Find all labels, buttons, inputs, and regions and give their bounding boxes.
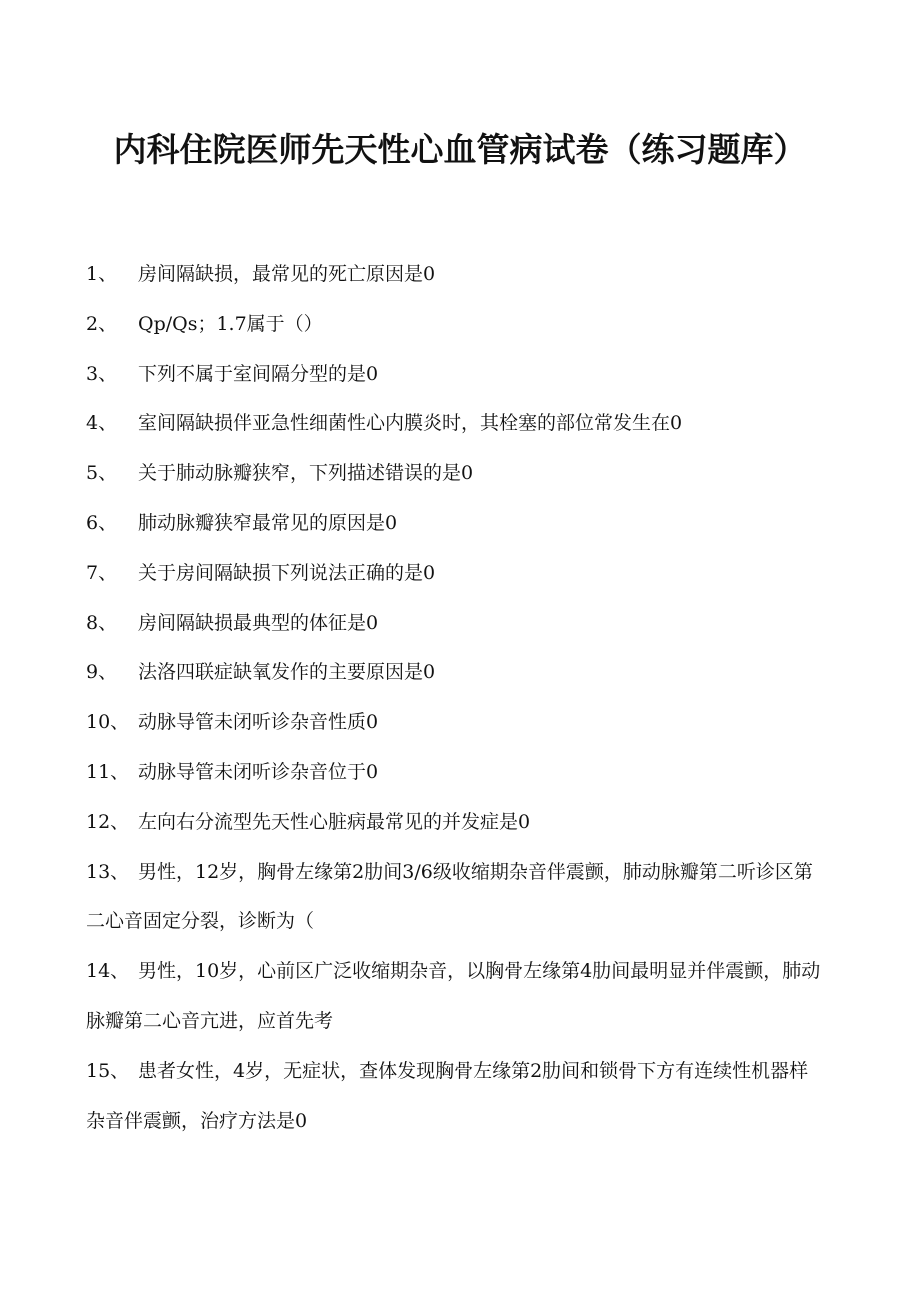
question-number: 7、 bbox=[86, 561, 118, 584]
question-number: 12、 bbox=[86, 810, 130, 833]
question-text: 关于肺动脉瓣狭窄，下列描述错误的是0 bbox=[138, 462, 474, 485]
question-item bbox=[86, 648, 826, 698]
question-text: 房间隔缺损，最常见的死亡原因是0 bbox=[138, 263, 436, 285]
question-item bbox=[86, 399, 826, 449]
page-title: 内科住院医师先天性心血管病试卷（练习题库） bbox=[113, 130, 807, 169]
question-number: 3、 bbox=[86, 362, 118, 385]
question-text: 房间隔缺损最典型的体征是0 bbox=[138, 611, 379, 634]
question-number: 2、 bbox=[86, 312, 118, 335]
question-item bbox=[86, 549, 826, 599]
question-text: 左向右分流型先天性心脏病最常见的并发症是0 bbox=[138, 810, 531, 833]
question-text: 男性，10岁，心前区广泛收缩期杂音，以胸骨左缘第4肋间最明显并伴震颤，肺动脉瓣第二心音亢进，应首先考 bbox=[86, 960, 821, 1032]
question-item bbox=[86, 250, 826, 300]
question-item bbox=[86, 798, 826, 848]
question-number: 14、 bbox=[86, 960, 130, 983]
question-number: 13、 bbox=[86, 860, 130, 883]
question-number: 8、 bbox=[86, 611, 118, 634]
question-number: 15、 bbox=[86, 1059, 130, 1082]
question-item bbox=[86, 599, 826, 649]
question-text: 室间隔缺损伴亚急性细菌性心内膜炎时，其栓塞的部位常发生在0 bbox=[138, 412, 683, 435]
question-text: 肺动脉瓣狭窄最常见的原因是0 bbox=[138, 511, 398, 534]
question-text: 关于房间隔缺损下列说法正确的是0 bbox=[138, 561, 436, 584]
question-text: 法洛四联症缺氧发作的主要原因是0 bbox=[138, 661, 436, 684]
question-text: 患者女性，4岁，无症状，查体发现胸骨左缘第2肋间和锁骨下方有连续性机器样杂音伴震颤，治疗方法是0 bbox=[86, 1059, 809, 1132]
question-list bbox=[86, 250, 826, 1146]
question-item bbox=[86, 698, 826, 748]
question-number: 5、 bbox=[86, 462, 118, 485]
question-text: 下列不属于室间隔分型的是0 bbox=[138, 362, 379, 385]
question-text: 男性，12岁，胸骨左缘第2肋间3/6级收缩期杂音伴震颤，肺动脉瓣第二听诊区第二心音固定分裂，诊断为（ bbox=[86, 860, 813, 933]
question-number: 4、 bbox=[86, 412, 118, 435]
question-text: Qp/Qs；1.7属于（） bbox=[138, 312, 323, 335]
question-item bbox=[86, 300, 826, 350]
question-item bbox=[86, 748, 826, 798]
question-item bbox=[86, 1047, 826, 1147]
question-item bbox=[86, 499, 826, 549]
question-number: 11、 bbox=[86, 760, 130, 783]
question-number: 6、 bbox=[86, 511, 118, 534]
question-item bbox=[86, 449, 826, 499]
question-item bbox=[86, 350, 826, 400]
question-number: 1、 bbox=[86, 263, 118, 285]
question-number: 9、 bbox=[86, 661, 118, 684]
question-number: 10、 bbox=[86, 711, 130, 734]
question-item bbox=[86, 947, 826, 1047]
question-text: 动脉导管未闭听诊杂音性质0 bbox=[138, 711, 379, 734]
question-item bbox=[86, 848, 826, 948]
question-text: 动脉导管未闭听诊杂音位于0 bbox=[138, 760, 379, 783]
